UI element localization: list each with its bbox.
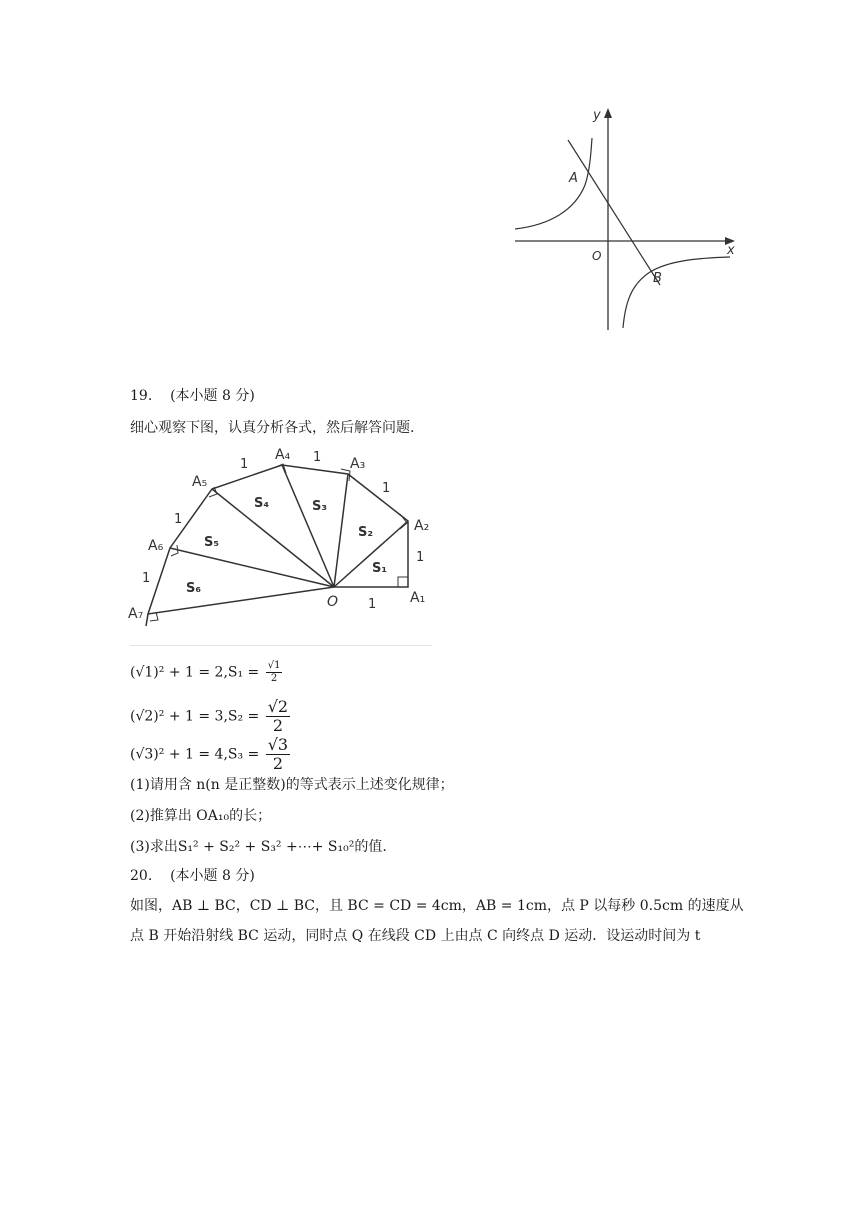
vertex-a7: A₇ [128,606,144,622]
side-label-6: 1 [174,512,183,527]
area-label-s1: S₁ [372,561,388,576]
spoke-oa4 [282,465,334,587]
equation-2-lhs: (√2)² + 1 = 3,S₂ = [130,708,264,725]
side-label-7: 1 [142,571,151,586]
side-label-2: 1 [416,550,425,565]
area-label-s3: S₃ [312,499,328,514]
figure-divider [130,645,432,646]
hyperbola-graph [505,100,745,335]
q19-points: (本小题 8 分) [170,388,255,404]
x-axis-label: x [727,243,735,258]
equation-3-fraction [266,736,290,773]
right-angle-a6 [171,545,178,556]
equation-2-num: √2 [267,697,289,716]
q19-number: 19. [130,388,153,404]
area-label-s5: S₅ [204,535,220,550]
side-label-4: 1 [313,450,322,465]
right-angle-a1 [398,577,408,587]
q19-task-3: (3)求出S₁² + S₂² + S₃² +⋯+ S₁₀²的值. [130,839,387,855]
y-axis-arrow [604,108,612,118]
side-label-3: 1 [382,481,391,496]
segment-a7-down [146,614,148,626]
spiral-figure [128,446,438,646]
q19-task-1: (1)请用含 n(n 是正整数)的等式表示上述变化规律； [130,777,454,793]
q19-task-2: (2)推算出 OA₁₀的长； [130,808,272,824]
hyperbola-branch-upper [515,138,592,229]
side-label-1: 1 [368,597,377,612]
equation-1-lhs: (√1)² + 1 = 2,S₁ = [130,664,264,681]
y-axis-label: y [593,108,601,123]
equation-2 [130,698,290,735]
origin-label: O [592,249,602,263]
line-ab [568,140,660,285]
equation-1-den: 2 [270,673,278,684]
q20-line-2: 点 B 开始沿射线 BC 运动，同时点 Q 在线段 CD 上由点 C 向终点 D 运动．设运动时间为 t [130,928,701,944]
q19-header [130,386,255,406]
q19-intro: 细心观察下图，认真分析各式，然后解答问题. [130,420,415,436]
equation-3-num: √3 [267,735,289,754]
equation-2-fraction [266,698,290,735]
q20-header [130,866,255,886]
vertex-a4: A₄ [275,447,291,463]
hyperbola-branch-lower [623,257,730,328]
side-label-5: 1 [240,457,249,472]
point-b-label: B [653,271,662,286]
area-label-s4: S₄ [254,496,270,511]
vertex-a2: A₂ [414,518,430,534]
q20-points: (本小题 8 分) [170,868,255,884]
q20-number: 20. [130,868,153,884]
spoke-oa3 [334,474,348,587]
equation-3-den: 2 [272,754,284,773]
area-label-s2: S₂ [358,525,374,540]
vertex-a3: A₃ [350,456,366,472]
vertex-a5: A₅ [192,474,208,490]
equation-1-fraction [266,660,283,685]
origin-o-label: O [327,594,339,610]
vertex-a1: A₁ [410,590,426,606]
point-a-label: A [569,171,578,186]
q20-line-1: 如图，AB ⊥ BC，CD ⊥ BC，且 BC = CD = 4cm，AB = 1cm，点 P 以每秒 0.5cm 的速度从 [130,898,744,914]
vertex-a6: A₆ [148,538,164,554]
equation-1-num: √1 [267,660,281,671]
equation-3-lhs: (√3)² + 1 = 4,S₃ = [130,746,264,763]
area-label-s6: S₆ [186,581,202,596]
equation-2-den: 2 [272,716,284,735]
equation-1 [130,660,282,685]
equation-3 [130,736,290,773]
